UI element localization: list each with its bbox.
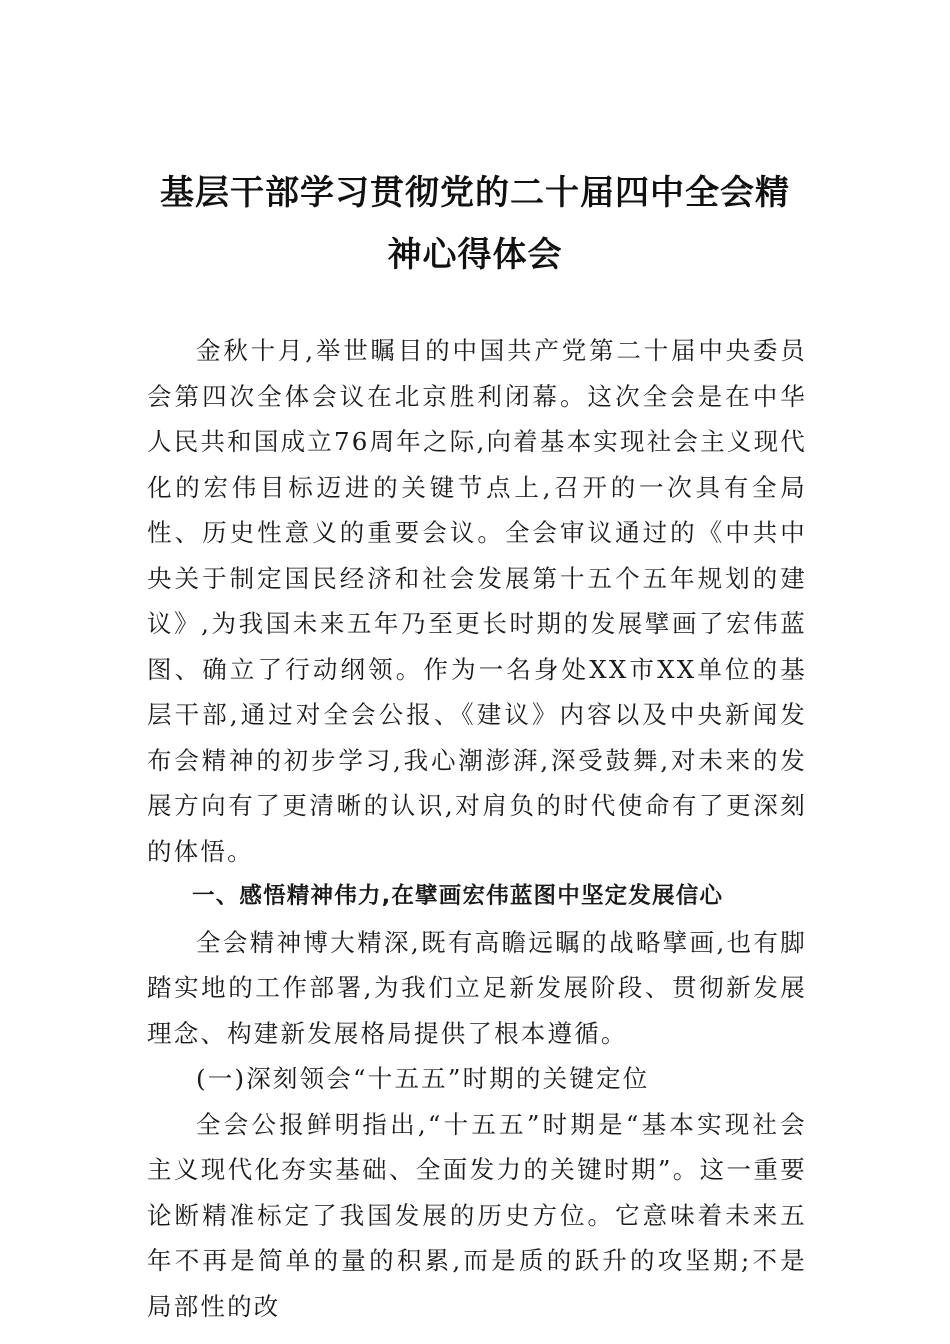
document-title-line-1: 基层干部学习贯彻党的二十届四中全会精 xyxy=(160,173,790,213)
subsection-heading-1: (一)深刻领会“十五五”时期的关键定位 xyxy=(196,1064,650,1093)
document-title-line-2: 神心得体会 xyxy=(387,235,563,275)
paragraph-section-1: 全会精神博大精深,既有高瞻远瞩的战略擘画,也有脚踏实地的工作部署,为我们立足新发展阶段、贯彻新发展理念、构建新发展格局提供了根本遵循。 xyxy=(147,927,807,1048)
document-body xyxy=(147,328,807,1329)
paragraph-intro: 金秋十月,举世瞩目的中国共产党第二十届中央委员会第四次全体会议在北京胜利闭幕。这次全会是在中华人民共和国成立76周年之际,向着基本实现社会主义现代化的宏伟目标迈进的关键节点上,召开的一次具有全局性、历史性意义的重要会议。全会审议通过的《中共中央关于制定国民经济和社会发展第十五个五年规划的建议》,为我国未来五年乃至更长时期的发展擘画了宏伟蓝图、确立了行动纲领。作为一名身处XX市XX单位的基层干部,通过对全会公报、《建议》内容以及中央新闻发布会精神的初步学习,我心潮澎湃,深受鼓舞,对未来的发展方向有了更清晰的认识,对肩负的时代使命有了更深刻的体悟。 xyxy=(147,336,807,866)
paragraph-subsection-1: 全会公报鲜明指出,“十五五”时期是“基本实现社会主义现代化夯实基础、全面发力的关键时期”。这一重要论断精准标定了我国发展的历史方位。它意味着未来五年不再是简单的量的积累,而是质的跃升的攻坚期;不是局部性的改 xyxy=(147,1109,807,1321)
section-heading-1: 一、感悟精神伟力,在擘画宏伟蓝图中坚定发展信心 xyxy=(192,883,724,909)
